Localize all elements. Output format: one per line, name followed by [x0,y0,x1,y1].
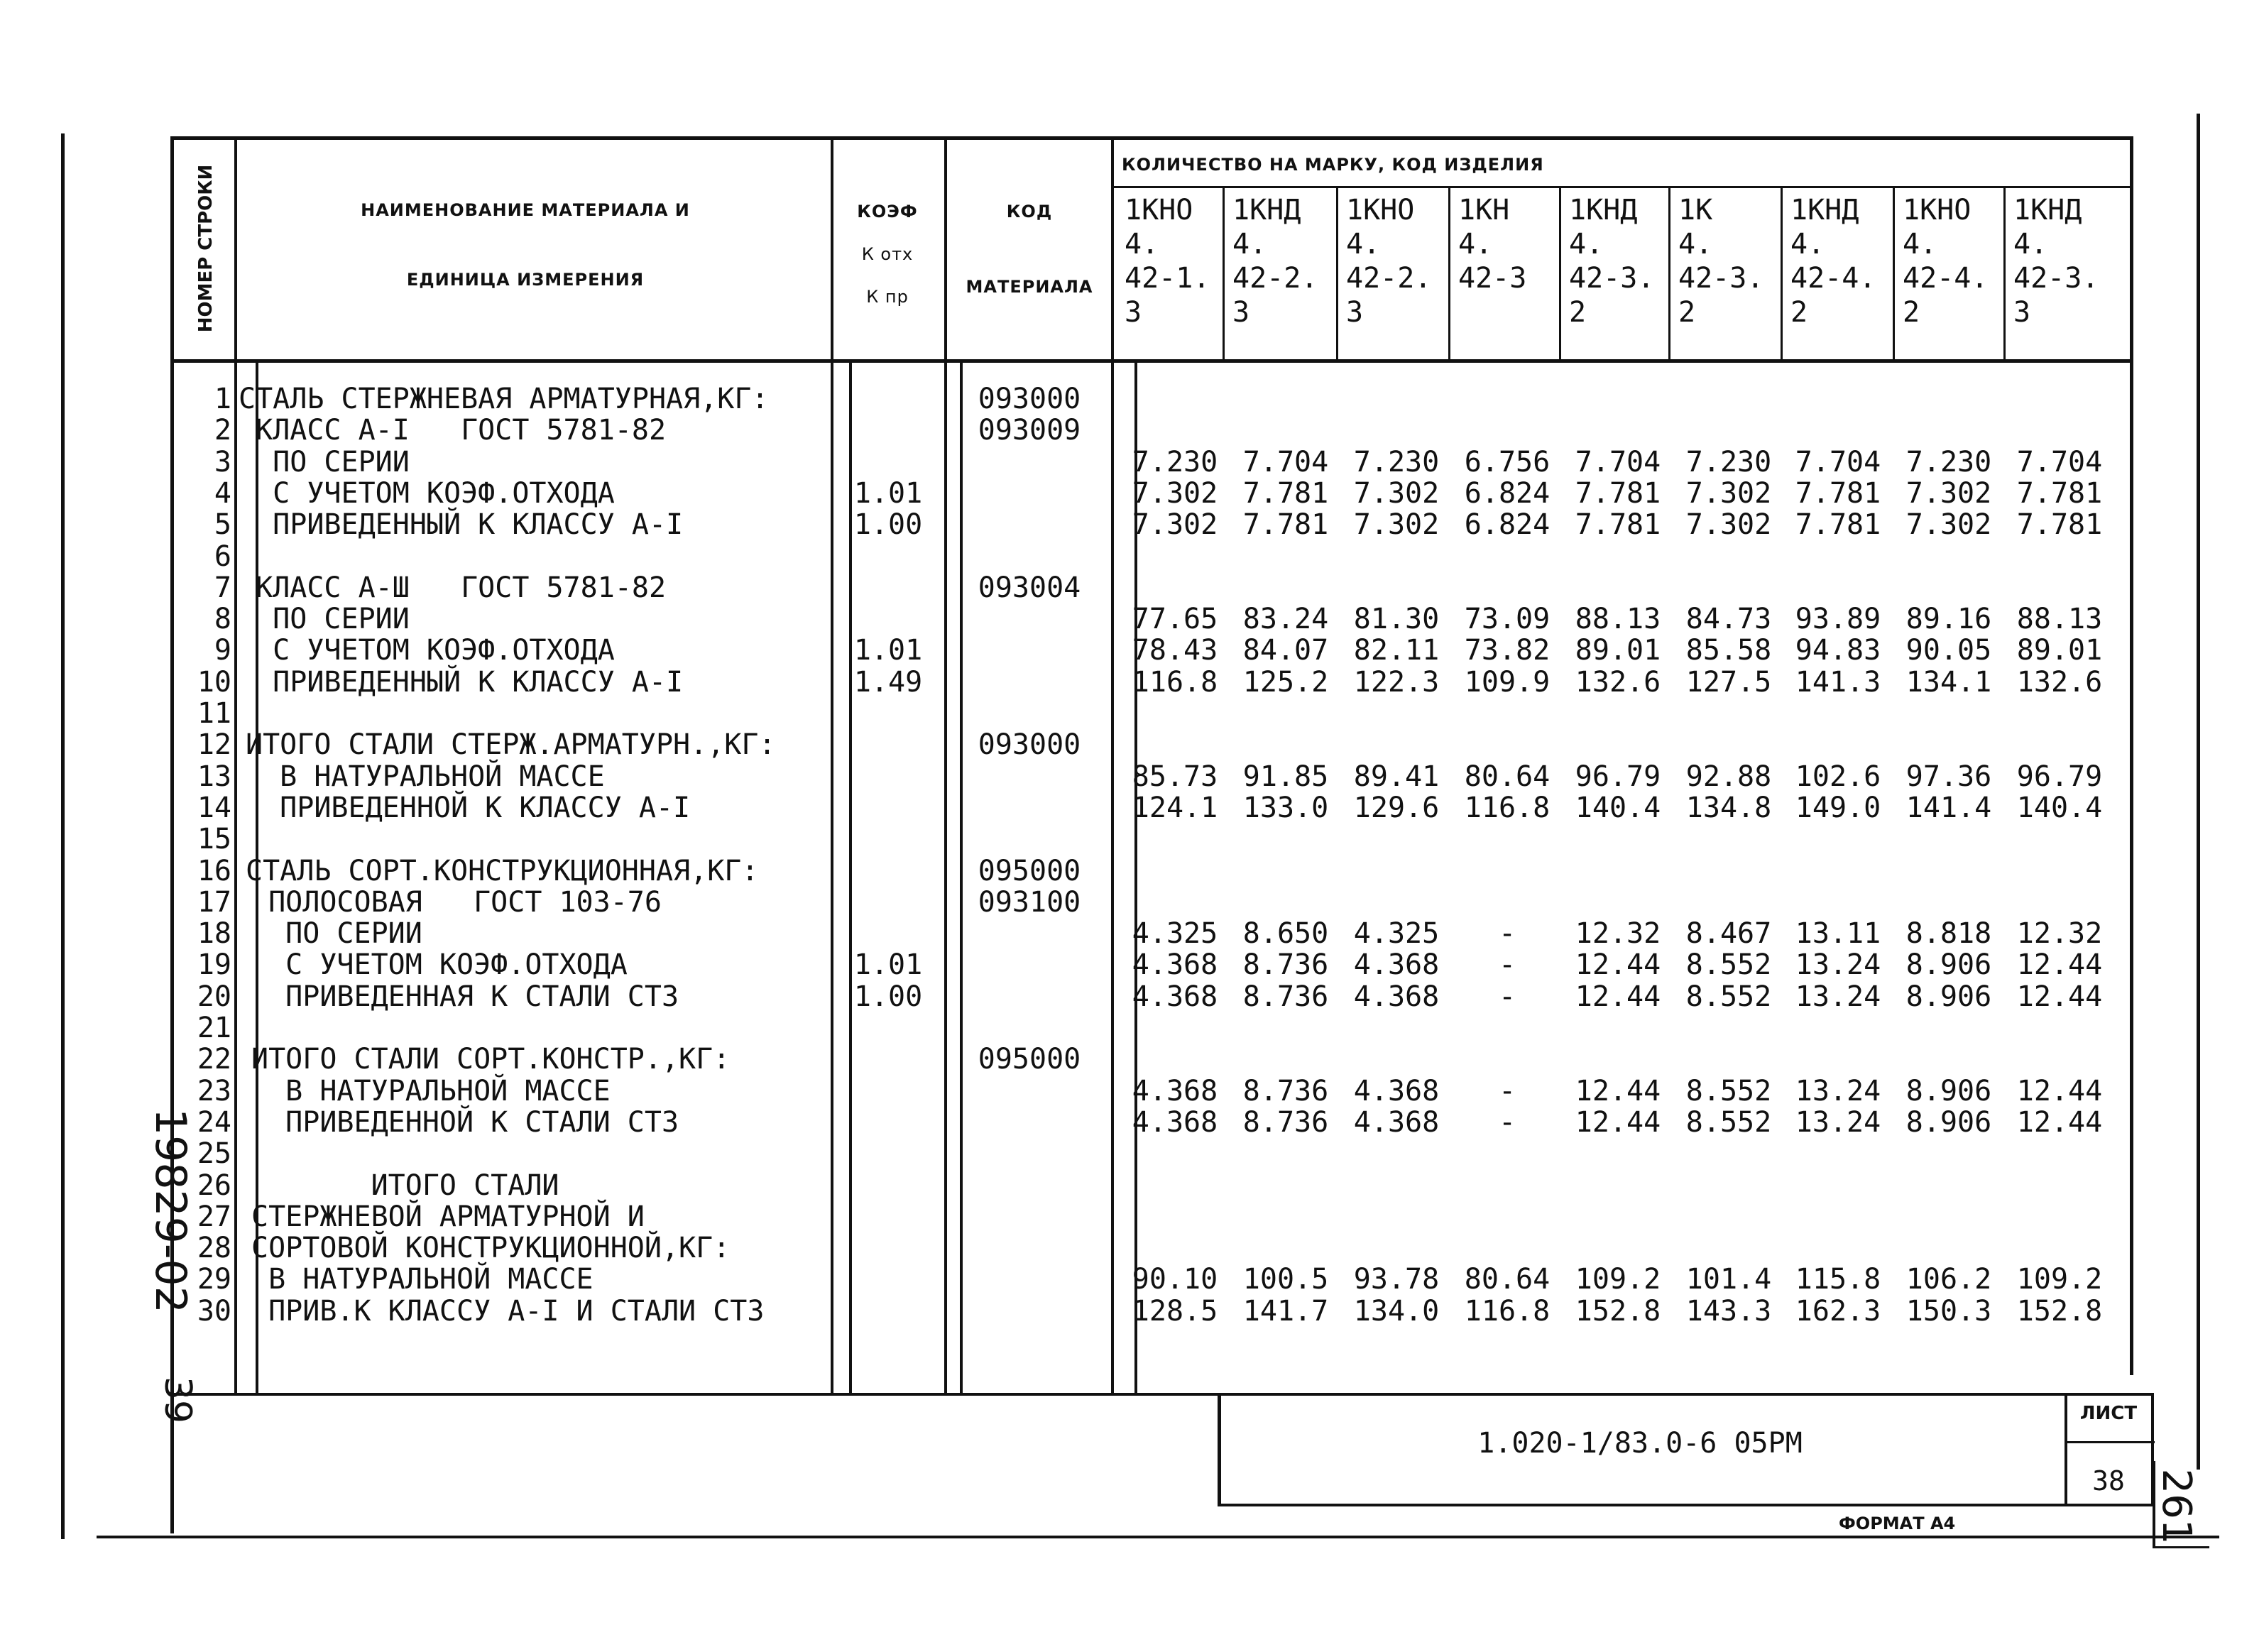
quantity-value: 82.11 [1353,634,1440,667]
quantity-value: 134.1 [1905,666,1992,699]
quantity-value: 7.302 [1905,477,1992,510]
quantity-value: 12.44 [2016,1106,2103,1139]
quantity-value: 134.0 [1353,1295,1440,1328]
material-code: 095000 [978,1043,1081,1076]
row-number: 18 [197,917,231,950]
quantity-value: 4.325 [1353,917,1440,950]
material-name: В НАТУРАЛЬНОЙ МАССЕ [246,760,605,793]
mark-header-6: 1К 4. 42-3. 2 [1678,194,1764,329]
quantity-value: 7.781 [2016,508,2103,541]
quantity-value: 78.43 [1132,634,1218,667]
quantity-value: 97.36 [1905,760,1992,793]
quantity-value: 4.368 [1132,1106,1218,1139]
quantity-value: 84.07 [1242,634,1329,667]
quantity-value: 100.5 [1242,1263,1329,1296]
quantity-value: 8.906 [1905,980,1992,1013]
quantity-value: 89.01 [1575,634,1661,667]
document-code: 1.020-1/83.0-6 05РМ [1477,1427,1803,1460]
qty-header-title: КОЛИЧЕСТВО НА МАРКУ, КОД ИЗДЕЛИЯ [1122,155,1544,175]
quantity-value: 89.16 [1905,603,1992,635]
quantity-value: - [1498,917,1516,950]
row-number: 9 [214,634,231,667]
quantity-value: 96.79 [2016,760,2103,793]
quantity-value: 96.79 [1575,760,1661,793]
quantity-value: 85.58 [1685,634,1772,667]
material-name: С УЧЕТОМ КОЭФ.ОТХОДА [239,477,615,510]
row-number: 25 [197,1137,231,1170]
quantity-value: 8.736 [1242,1075,1329,1107]
material-name: СТАЛЬ СТЕРЖНЕВАЯ АРМАТУРНАЯ,КГ: [239,383,769,415]
stamp-bottom-line [1218,1504,2155,1506]
row-number: 7 [214,571,231,604]
quantity-value: 4.368 [1353,980,1440,1013]
quantity-value: 7.781 [1575,508,1661,541]
coefficient-value: 1.01 [853,477,923,510]
quantity-value: 109.2 [2016,1263,2103,1296]
quantity-value: 4.368 [1132,1075,1218,1107]
quantity-value: 8.906 [1905,1106,1992,1139]
quantity-value: 92.88 [1685,760,1772,793]
col-sep-rownum [234,136,237,1393]
quantity-value: 7.302 [1353,477,1440,510]
material-name: КЛАСС А-I ГОСТ 5781-82 [239,414,667,447]
name-header-line2: ЕДИНИЦА ИЗМЕРЕНИЯ [406,270,645,290]
mark-sep-4 [1559,186,1561,361]
material-code: 093004 [978,571,1081,604]
quantity-value: 8.736 [1242,948,1329,981]
quantity-value: 133.0 [1242,792,1329,824]
quantity-value: 4.368 [1353,1075,1440,1107]
quantity-value: 12.32 [1575,917,1661,950]
quantity-value: 6.756 [1464,446,1551,478]
quantity-value: 90.10 [1132,1263,1218,1296]
quantity-value: 13.24 [1795,980,1881,1013]
coefficient-value: 1.01 [853,634,923,667]
quantity-value: 89.41 [1353,760,1440,793]
row-number: 30 [197,1295,231,1328]
material-code: 093100 [978,886,1081,919]
row-number: 22 [197,1043,231,1076]
quantity-value: 4.368 [1353,948,1440,981]
row-number: 15 [197,823,231,855]
quantity-value: - [1498,1075,1516,1107]
quantity-value: 141.4 [1905,792,1992,824]
quantity-value: 8.906 [1905,948,1992,981]
quantity-value: 7.302 [1685,477,1772,510]
quantity-value: 129.6 [1353,792,1440,824]
quantity-value: - [1498,948,1516,981]
material-name: ПРИВЕДЕННОЙ К КЛАССУ А-I [246,792,691,824]
quantity-value: 124.1 [1132,792,1218,824]
row-number: 21 [197,1012,231,1044]
table-right-line [2130,136,2133,1375]
quantity-value: 12.32 [2016,917,2103,950]
quantity-value: 8.906 [1905,1075,1992,1107]
mark-header-5: 1КНД 4. 42-3. 2 [1569,194,1655,329]
quantity-value: 7.781 [1242,477,1329,510]
col-sep-coef-inner [960,359,963,1393]
table-top-line [170,136,2130,140]
quantity-value: 116.8 [1464,1295,1551,1328]
row-number: 23 [197,1075,231,1107]
material-name: ИТОГО СТАЛИ СОРТ.КОНСТР.,КГ: [251,1043,731,1076]
quantity-value: 12.44 [1575,1106,1661,1139]
material-name: ИТОГО СТАЛИ [251,1169,559,1202]
sheet-label-bottom [2065,1441,2155,1443]
quantity-value: 8.736 [1242,980,1329,1013]
quantity-value: 7.704 [1795,446,1881,478]
coefficient-value: 1.01 [853,948,923,981]
quantity-value: 162.3 [1795,1295,1881,1328]
archive-page: 39 [156,1376,199,1424]
quantity-value: 7.302 [1905,508,1992,541]
row-number: 5 [214,508,231,541]
row-number: 17 [197,886,231,919]
page-number-box-bottom [2153,1546,2209,1548]
material-name: ПО СЕРИИ [251,917,422,950]
quantity-value: 13.24 [1795,948,1881,981]
material-name: ПРИВЕДЕННЫЙ К КЛАССУ А-I [239,508,684,541]
row-number: 1 [214,383,231,415]
coef-header-line3: К пр [866,287,909,307]
code-header-line2: МАТЕРИАЛА [966,277,1093,297]
material-code: 095000 [978,855,1081,887]
coefficient-value: 1.00 [853,508,923,541]
row-number: 12 [197,728,231,761]
quantity-value: 13.24 [1795,1075,1881,1107]
quantity-value: 7.230 [1685,446,1772,478]
mark-sep-5 [1668,186,1670,361]
quantity-value: 125.2 [1242,666,1329,699]
material-name: ПО СЕРИИ [239,446,410,478]
quantity-value: 149.0 [1795,792,1881,824]
quantity-value: 109.2 [1575,1263,1661,1296]
outer-bottom-line [97,1536,2219,1538]
row-number: 28 [197,1232,231,1264]
quantity-value: - [1498,980,1516,1013]
quantity-value: 7.704 [2016,446,2103,478]
page-number: 261 [2153,1468,2199,1545]
stamp-top-line [170,1393,2151,1396]
quantity-value: 141.3 [1795,666,1881,699]
quantity-value: 89.01 [2016,634,2103,667]
quantity-value: 7.781 [1795,477,1881,510]
quantity-value: 93.89 [1795,603,1881,635]
col-sep-code [1111,136,1114,1393]
quantity-value: 7.704 [1575,446,1661,478]
coef-header-line1: КОЭФ [857,202,918,221]
row-number: 19 [197,948,231,981]
mark-sep-7 [1893,186,1895,361]
material-name: ИТОГО СТАЛИ СТЕРЖ.АРМАТУРН.,КГ: [246,728,776,761]
quantity-value: 73.82 [1464,634,1551,667]
row-number: 27 [197,1200,231,1233]
material-name: СОРТОВОЙ КОНСТРУКЦИОННОЙ,КГ: [251,1232,731,1264]
row-number: 3 [214,446,231,478]
quantity-value: 12.44 [2016,1075,2103,1107]
quantity-value: 80.64 [1464,760,1551,793]
quantity-value: 140.4 [2016,792,2103,824]
row-number-header: НОМЕР СТРОКИ [195,164,217,333]
quantity-value: 7.302 [1353,508,1440,541]
material-name: КЛАСС А-Ш ГОСТ 5781-82 [239,571,667,604]
quantity-value: 12.44 [1575,948,1661,981]
stamp-divider-left [1218,1393,1221,1505]
quantity-value: 84.73 [1685,603,1772,635]
quantity-value: 7.230 [1132,446,1218,478]
quantity-value: 140.4 [1575,792,1661,824]
quantity-value: 7.302 [1132,508,1218,541]
quantity-value: 73.09 [1464,603,1551,635]
quantity-value: 7.230 [1905,446,1992,478]
quantity-value: 7.781 [1575,477,1661,510]
row-number: 11 [197,697,231,730]
row-number: 20 [197,980,231,1013]
mark-header-4: 1КН 4. 42-3 [1458,194,1527,295]
quantity-value: 12.44 [2016,980,2103,1013]
material-code: 093009 [978,414,1081,447]
quantity-value: 127.5 [1685,666,1772,699]
stamp-divider-sheet [2065,1393,2067,1505]
quantity-value: 91.85 [1242,760,1329,793]
material-name: СТАЛЬ СОРТ.КОНСТРУКЦИОННАЯ,КГ: [246,855,759,887]
quantity-value: 6.824 [1464,477,1551,510]
mark-header-1: 1КНО 4. 42-1. 3 [1125,194,1210,329]
archive-number: 19829-02 [146,1108,195,1313]
quantity-value: 13.11 [1795,917,1881,950]
material-name: ПРИВЕДЕННОЙ К СТАЛИ СТ3 [251,1106,679,1139]
material-code: 093000 [978,383,1081,415]
quantity-value: 122.3 [1353,666,1440,699]
quantity-value: 81.30 [1353,603,1440,635]
quantity-value: 7.302 [1685,508,1772,541]
material-code: 093000 [978,728,1081,761]
header-bottom-line [170,359,2130,363]
quantity-value: 7.230 [1353,446,1440,478]
quantity-value: 152.8 [1575,1295,1661,1328]
row-number: 8 [214,603,231,635]
material-name: В НАТУРАЛЬНОЙ МАССЕ [251,1263,594,1296]
quantity-value: 132.6 [2016,666,2103,699]
sheet-label: ЛИСТ [2079,1403,2138,1424]
row-number: 2 [214,414,231,447]
quantity-value: 8.650 [1242,917,1329,950]
name-header-line1: НАИМЕНОВАНИЕ МАТЕРИАЛА И [361,200,690,220]
quantity-value: 77.65 [1132,603,1218,635]
quantity-value: 4.368 [1353,1106,1440,1139]
quantity-value: 6.824 [1464,508,1551,541]
quantity-value: 85.73 [1132,760,1218,793]
row-number: 4 [214,477,231,510]
mark-sep-2 [1336,186,1338,361]
mark-sep-6 [1781,186,1783,361]
material-name: ПОЛОСОВАЯ ГОСТ 103-76 [251,886,662,919]
quantity-value: 132.6 [1575,666,1661,699]
coefficient-value: 1.49 [853,666,923,699]
quantity-value: 12.44 [1575,1075,1661,1107]
format-label: ФОРМАТ А4 [1839,1514,1956,1533]
quantity-value: 83.24 [1242,603,1329,635]
coefficient-value: 1.00 [853,980,923,1013]
quantity-value: 7.781 [2016,477,2103,510]
quantity-value: 8.552 [1685,948,1772,981]
quantity-value: - [1498,1106,1516,1139]
quantity-value: 94.83 [1795,634,1881,667]
mark-header-8: 1КНО 4. 42-4. 2 [1903,194,1989,329]
coef-header-line2: К отх [861,244,914,264]
material-name: С УЧЕТОМ КОЭФ.ОТХОДА [251,948,628,981]
quantity-value: 115.8 [1795,1263,1881,1296]
mark-header-9: 1КНД 4. 42-3. 3 [2013,194,2099,329]
quantity-value: 116.8 [1132,666,1218,699]
row-number: 26 [197,1169,231,1202]
code-header-line1: КОД [1006,202,1053,221]
quantity-value: 7.781 [1795,508,1881,541]
material-name: СТЕРЖНЕВОЙ АРМАТУРНОЙ И [251,1200,645,1233]
quantity-value: 8.818 [1905,917,1992,950]
row-number: 10 [197,666,231,699]
quantity-value: 109.9 [1464,666,1551,699]
mark-header-3: 1КНО 4. 42-2. 3 [1346,194,1432,329]
quantity-value: 106.2 [1905,1263,1992,1296]
quantity-value: 7.704 [1242,446,1329,478]
material-name: ПРИВ.К КЛАССУ А-I И СТАЛИ СТ3 [251,1295,765,1328]
quantity-value: 80.64 [1464,1263,1551,1296]
row-number: 29 [197,1263,231,1296]
row-number: 13 [197,760,231,793]
col-sep-coef [944,136,947,1393]
quantity-value: 143.3 [1685,1295,1772,1328]
quantity-value: 12.44 [2016,948,2103,981]
quantity-value: 134.8 [1685,792,1772,824]
quantity-value: 88.13 [1575,603,1661,635]
quantity-value: 141.7 [1242,1295,1329,1328]
quantity-value: 8.552 [1685,980,1772,1013]
row-number: 24 [197,1106,231,1139]
material-name: В НАТУРАЛЬНОЙ МАССЕ [251,1075,611,1107]
quantity-value: 8.552 [1685,1075,1772,1107]
table-left-line [170,136,174,1533]
material-name: ПО СЕРИИ [239,603,410,635]
material-name: С УЧЕТОМ КОЭФ.ОТХОДА [239,634,615,667]
row-number: 14 [197,792,231,824]
row-number: 6 [214,540,231,573]
quantity-value: 4.368 [1132,948,1218,981]
mark-header-7: 1КНД 4. 42-4. 2 [1790,194,1876,329]
quantity-value: 102.6 [1795,760,1881,793]
quantity-value: 8.552 [1685,1106,1772,1139]
quantity-value: 90.05 [1905,634,1992,667]
quantity-value: 4.325 [1132,917,1218,950]
quantity-value: 4.368 [1132,980,1218,1013]
quantity-value: 7.302 [1132,477,1218,510]
col-sep-name [831,136,833,1393]
quantity-value: 12.44 [1575,980,1661,1013]
quantity-value: 93.78 [1353,1263,1440,1296]
quantity-value: 101.4 [1685,1263,1772,1296]
outer-right-line [2197,114,2200,1470]
quantity-value: 152.8 [2016,1295,2103,1328]
mark-header-2: 1КНД 4. 42-2. 3 [1232,194,1318,329]
quantity-value: 116.8 [1464,792,1551,824]
material-name: ПРИВЕДЕННАЯ К СТАЛИ СТ3 [251,980,679,1013]
outer-left-margin-line [61,133,65,1539]
quantity-value: 8.467 [1685,917,1772,950]
sheet-number: 38 [2092,1465,2125,1497]
qty-title-bottom-line [1111,186,2130,188]
quantity-value: 7.781 [1242,508,1329,541]
quantity-value: 8.736 [1242,1106,1329,1139]
quantity-value: 150.3 [1905,1295,1992,1328]
material-name: ПРИВЕДЕННЫЙ К КЛАССУ А-I [239,666,684,699]
mark-sep-8 [2003,186,2006,361]
quantity-value: 13.24 [1795,1106,1881,1139]
mark-sep-3 [1448,186,1450,361]
quantity-value: 88.13 [2016,603,2103,635]
quantity-value: 128.5 [1132,1295,1218,1328]
row-number: 16 [197,855,231,887]
